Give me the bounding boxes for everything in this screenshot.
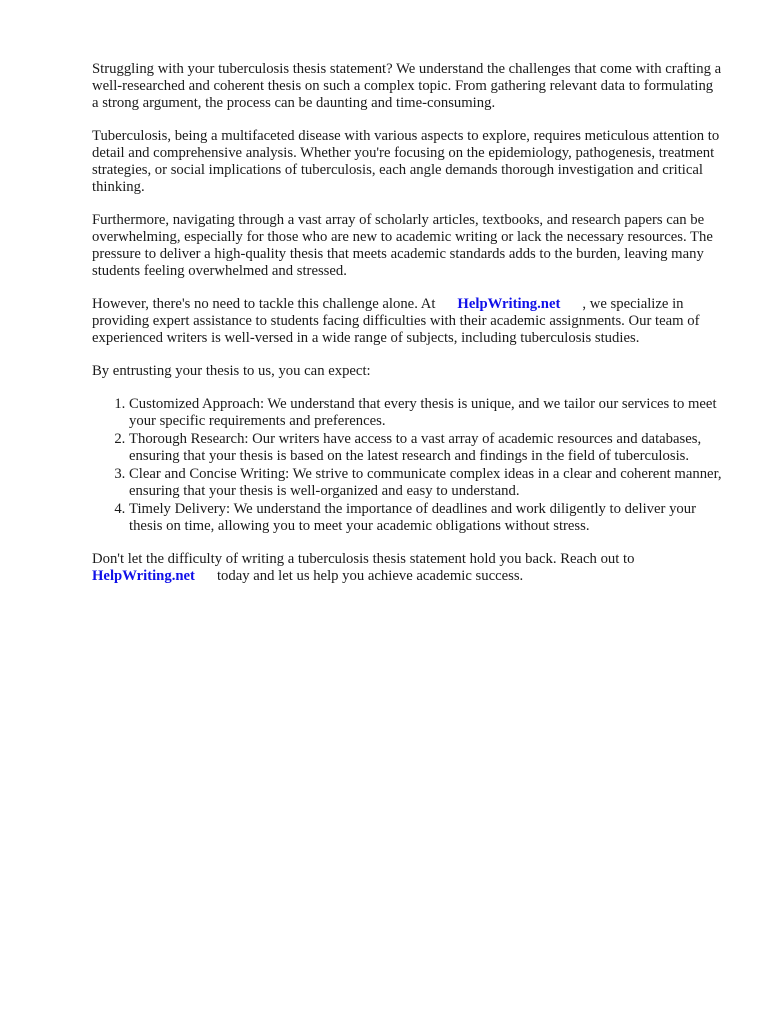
helpwriting-link-closing[interactable]: HelpWriting.net [92,568,195,584]
closing-text-before: Don't let the difficulty of writing a tuberculosis thesis statement hold you back. Reach out to [92,551,635,567]
service-paragraph [92,296,722,347]
document-page [92,61,722,601]
tuberculosis-paragraph: Tuberculosis, being a multifaceted disease with various aspects to explore, requires meticulous attention to detail and comprehensive analysis. Whether you're focusing on the epidemiology, pathogenesis, treatment strategies, or social implications of tuberculosis, each angle demands thorough investigation and critical thinking. [92,128,720,195]
closing-text-after: today and let us help you achieve academic success. [216,568,524,584]
list-item: 4. Timely Delivery: We understand the importance of deadlines and work diligently to deliver your thesis on time, allowing you to meet your academic obligations without stress. [129,501,722,535]
expectations-intro: By entrusting your thesis to us, you can expect: [92,363,371,379]
service-text-before: However, there's no need to tackle this challenge alone. At [92,296,436,312]
list-item: 2. Thorough Research: Our writers have access to a vast array of academic resources and databases, ensuring that your thesis is based on the latest research and findings in the field of tuberculosis. [129,431,722,465]
list-item: 1. Customized Approach: We understand that every thesis is unique, and we tailor our services to meet your specific requirements and preferences. [129,396,722,430]
closing-paragraph [92,551,722,585]
list-item: 3. Clear and Concise Writing: We strive to communicate complex ideas in a clear and coherent manner, ensuring that your thesis is well-organized and easy to understand. [129,466,722,500]
intro-paragraph: Struggling with your tuberculosis thesis statement? We understand the challenges that come with crafting a well-researched and coherent thesis on such a complex topic. From gathering relevant data to formulating a strong argument, the process can be daunting and time-consuming. [92,61,722,111]
service-text-after: , we specialize in providing expert assistance to students facing difficulties with their academic assignments. Our team of experienced writers is well-versed in a wide range of subjects, including tuberculosis studies. [92,296,700,346]
resources-paragraph: Furthermore, navigating through a vast array of scholarly articles, textbooks, and research papers can be overwhelming, especially for those who are new to academic writing or lack the necessary resources. The pressure to deliver a high-quality thesis that meets academic standards adds to the burden, leaving many students feeling overwhelmed and stressed. [92,212,713,279]
helpwriting-link[interactable]: HelpWriting.net [457,296,561,312]
expectations-list [92,396,722,535]
